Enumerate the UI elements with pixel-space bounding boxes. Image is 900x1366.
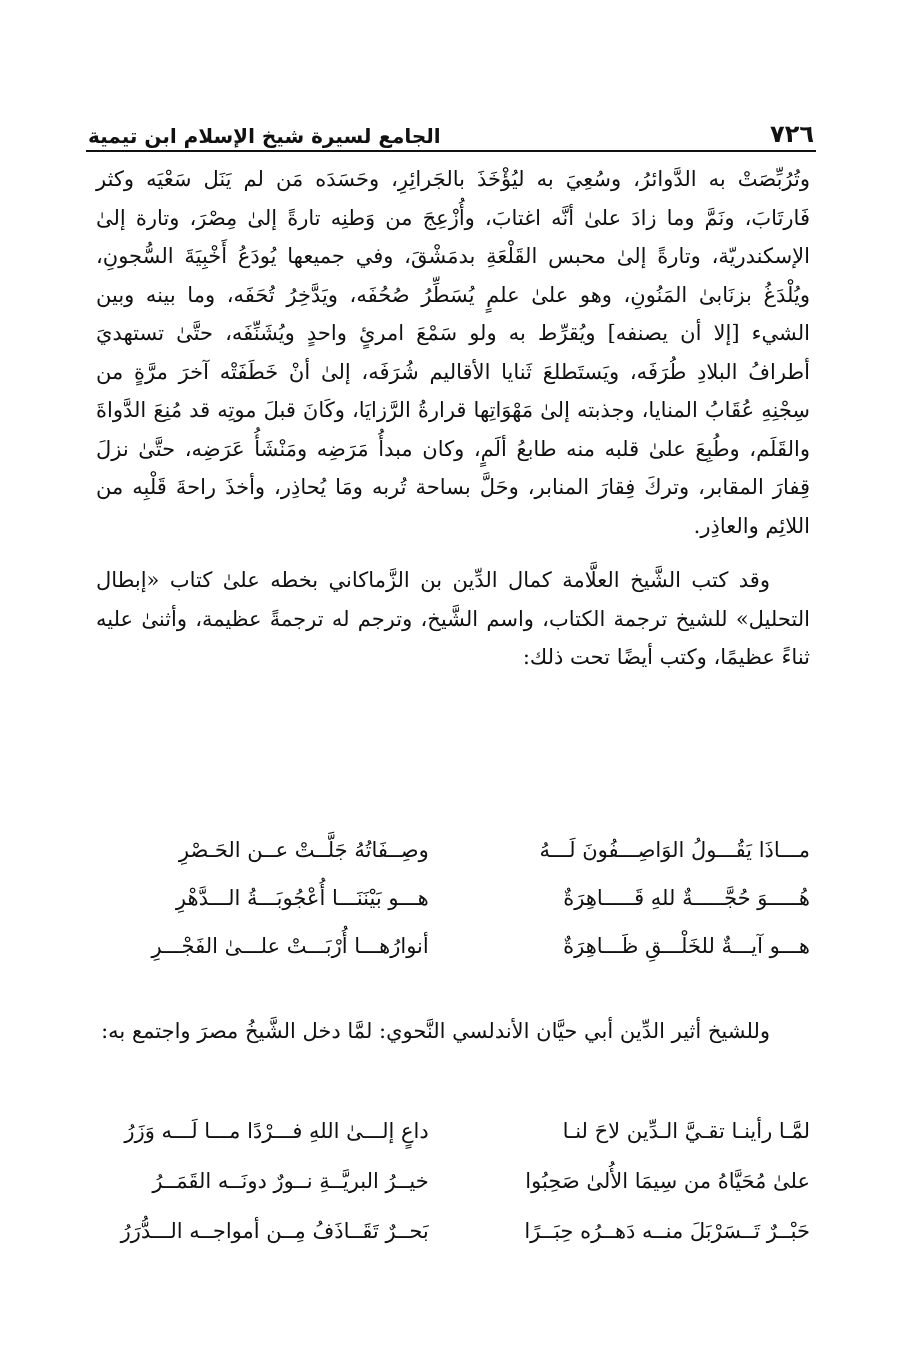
verse-first-hemistich: حَبْــرٌ تَــسَرْبَلَ منــه دَهــرُه حِبَــرًا: [524, 1219, 810, 1243]
verse-second-hemistich: داعٍ إلـــىٰ اللهِ فـــرْدًا مـــا لَـــه وَزَرُ: [124, 1119, 429, 1143]
verse-second-hemistich: وصِــفَاتُهُ جَلَّــتْ عــن الحَـصْرِ: [178, 838, 429, 862]
verse-second-hemistich: أنوارُهـــا أُرْبَـــتْ علـــىٰ الفَجْـــرِ: [151, 934, 429, 958]
poem-block: [104, 826, 810, 970]
verse-second-hemistich: بَحــرٌ تَقَــاذَفُ مِــن أمواجــه الـــدُّرَرُ: [120, 1219, 429, 1243]
page-header: [88, 112, 814, 148]
verse-line: [104, 922, 810, 970]
verse-first-hemistich: علىٰ مُحَيَّاهُ من سِيمَا الأُلىٰ صَحِبُوا: [525, 1169, 810, 1193]
running-title: الجامع لسيرة شيخ الإسلام ابن تيمية: [88, 124, 441, 148]
verse-first-hemistich: هُـــــوَ حُجَّـــــةٌ للهِ قَـــــاهِرَةٌ: [563, 886, 810, 910]
verse-second-hemistich: هـــو بَيْنَنَـــا أُعْجُوبَـــةُ الـــدَّهْرِ: [175, 886, 429, 910]
paragraph: وللشيخ أثير الدِّين أبي حيَّان الأندلسي النَّحوي: لمَّا دخل الشَّيخُ مصرَ واجتمع به:: [101, 1019, 770, 1043]
verse-line: [104, 874, 810, 922]
verse-first-hemistich: مـــاذَا يَقُـــولُ الوَاصِـــفُونَ لَـــهُ: [539, 838, 810, 862]
poem-block: [104, 1106, 810, 1256]
main-text: [96, 160, 810, 677]
verse-second-hemistich: خيــرُ البريَّــةِ نــورٌ دونَــه القَمَــرُ: [152, 1169, 429, 1193]
paragraph: وقد كتب الشَّيخ العلَّامة كمال الدِّين بن الزَّماكاني بخطه علىٰ كتاب «إبطال التحليل» للشيخ ترجمة الكتاب، واسم الشَّيخ، وترجم له ترجمةً عظيمة، وأثنىٰ عليه ثناءً عظيمًا، وكتب أيضًا تحت ذلك:: [96, 568, 810, 669]
verse-line: [104, 1106, 810, 1156]
verse-line: [104, 1156, 810, 1206]
page-number: ٧٢٦: [770, 120, 814, 148]
verse-line: [104, 1206, 810, 1256]
verse-line: [104, 826, 810, 874]
verse-first-hemistich: لمَّـا رأينـا تقـيَّ الـدِّين لاحَ لنـا: [562, 1119, 810, 1143]
paragraph: وتُرُبِّصَتْ به الدَّوائرُ، وسُعِيَ به ليُؤْخَذَ بالجَرائِرِ، وحَسَدَه مَن لم يَنَل سَعْيَه وكثر فَارتَابَ، ونَمَّ وما زادَ علىٰ أنَّه اغتابَ، وأُزْعِجَ من وَطنِه تارةً إلىٰ مِصْرَ، وتارة إلىٰ الإسكندريّة، وتارةً إلىٰ محبس القَلْعَةِ بدمَشْقَ، وفي جميعها يُودَعُ أَخْبِيَةَ السُّجونِ، ويُلْدَغُ بزنَابىٰ المَنُونِ، وهو علىٰ علمٍ يُسَطِّرُ صُحُفَه، ويَدَّخِرُ تُحَفَه، وما بينه وبين الشيء [إلا أن يصنفه] ويُقرِّط به ولو سَمْعَ امرئٍ واحدٍ ويُشَنِّفَه، حتَّىٰ تستهديَ أطرافُ البلادِ طُرَفَه، ويَستَطلعَ ثَنايا الأقاليم شُرَفَه، إلىٰ أنْ خَطَفَتْه آخرَ مرَّةٍ من سِجْنِهِ عُقَابُ المنايا، وجذبته إلىٰ مَهْوَاتِها قرارةُ الرَّزايَا، وكَانَ قبلَ موتِه قد مُنِعَ الدَّواةَ والقَلَم، وطُبِعَ علىٰ قلبه منه طابعُ ألَمٍ، وكان مبدأُ مَرَضِه ومَنْشَأُ عَرَضِه، حتَّىٰ نزلَ قِفارَ المقابر، وتركَ فِقارَ المنابر، وحَلَّ بساحة تُربه ومَا يُحاذِر، وأخذَ راحةَ قَلْبِه من اللائِم والعاذِر.: [96, 167, 810, 538]
header-divider: [86, 150, 816, 152]
verse-first-hemistich: هـــو آيـــةٌ للخَلْـــقِ ظَـــاهِرَةٌ: [563, 934, 810, 958]
